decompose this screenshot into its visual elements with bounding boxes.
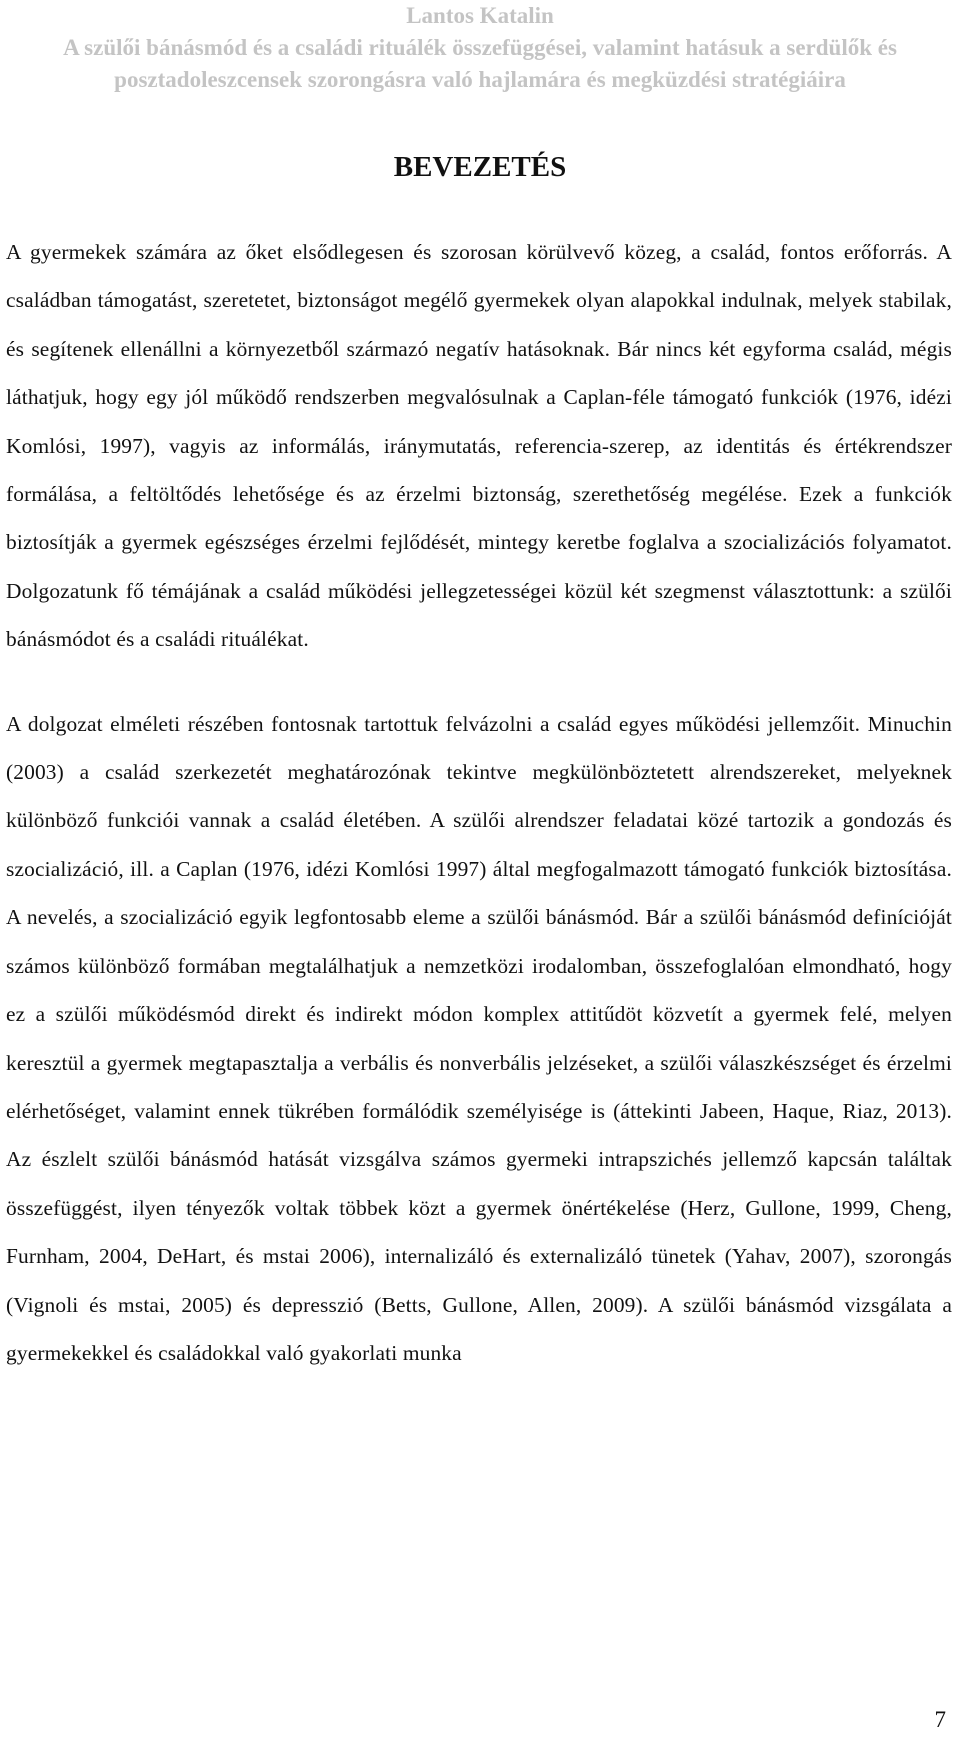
author-name: Lantos Katalin bbox=[406, 3, 554, 28]
body-text bbox=[6, 228, 952, 1377]
paragraph-2: A dolgozat elméleti részében fontosnak tartottuk felvázolni a család egyes működési jellemzőit. Minuchin (2003) a család szerkezetét meghatározónak tekintve megkülönböztetett alrendszereket, melyeknek különböző funkciói vannak a család életében. A szülői alrendszer feladatai közé tartozik a gondozás és szocializáció, ill. a Caplan (1976, idézi Komlósi 1997) által megfogalmazott támogató funkciók biztosítása. A nevelés, a szocializáció egyik legfontosabb eleme a szülői bánásmód. Bár a szülői bánásmód definícióját számos különböző formában megtalálhatjuk a nemzetközi irodalomban, összefoglalóan elmondható, hogy ez a szülői működésmód direkt és indirekt módon komplex attitűdöt közvetít a gyermek felé, melyen keresztül a gyermek megtapasztalja a verbális és nonverbális jelzéseket, a szülői válaszkészséget és érzelmi elérhetőséget, valamint ennek tükrében formálódik személyisége is (áttekinti Jabeen, Haque, Riaz, 2013). Az észlelt szülői bánásmód hatását vizsgálva számos gyermeki intrapszichés jellemző kapcsán találtak összefüggést, ilyen tényezők voltak többek közt a gyermek önértékelése (Herz, Gullone, 1999, Cheng, Furnham, 2004, DeHart, és mstai 2006), internalizáló és externalizáló tünetek (Yahav, 2007), szorongás (Vignoli és mstai, 2005) és depresszió (Betts, Gullone, Allen, 2009). A szülői bánásmód vizsgálata a gyermekekkel és családokkal való gyakorlati munka bbox=[6, 711, 952, 1365]
document-header bbox=[0, 0, 960, 96]
thesis-title: A szülői bánásmód és a családi rituálék összefüggései, valamint hatásuk a serdülők és posztadoleszcensek szorongásra való hajlamára és megküzdési stratégiáira bbox=[63, 35, 897, 92]
page-number: 7 bbox=[934, 1707, 946, 1732]
paragraph-1: A gyermekek számára az őket elsődlegesen és szorosan körülvevő közeg, a család, fontos erőforrás. A családban támogatást, szeretetet, biztonságot megélő gyermekek olyan alapokkal indulnak, melyek stabilak, és segítenek ellenállni a környezetből származó negatív hatásoknak. Bár nincs két egyforma család, mégis láthatjuk, hogy egy jól működő rendszerben megvalósulnak a Caplan-féle támogató funkciók (1976, idézi Komlósi, 1997), vagyis az informálás, iránymutatás, referencia-szerep, az identitás és értékrendszer formálása, a feltöltődés lehetősége és az érzelmi biztonság, szerethetőség megélése. Ezek a funkciók biztosítják a gyermek egészséges érzelmi fejlődését, mintegy keretbe foglalva a szocializációs folyamatot. Dolgozatunk fő témájának a család működési jellegzetességei közül két szegmenst választottunk: a szülői bánásmódot és a családi rituálékat. bbox=[6, 240, 952, 652]
section-heading: BEVEZETÉS bbox=[393, 151, 567, 183]
